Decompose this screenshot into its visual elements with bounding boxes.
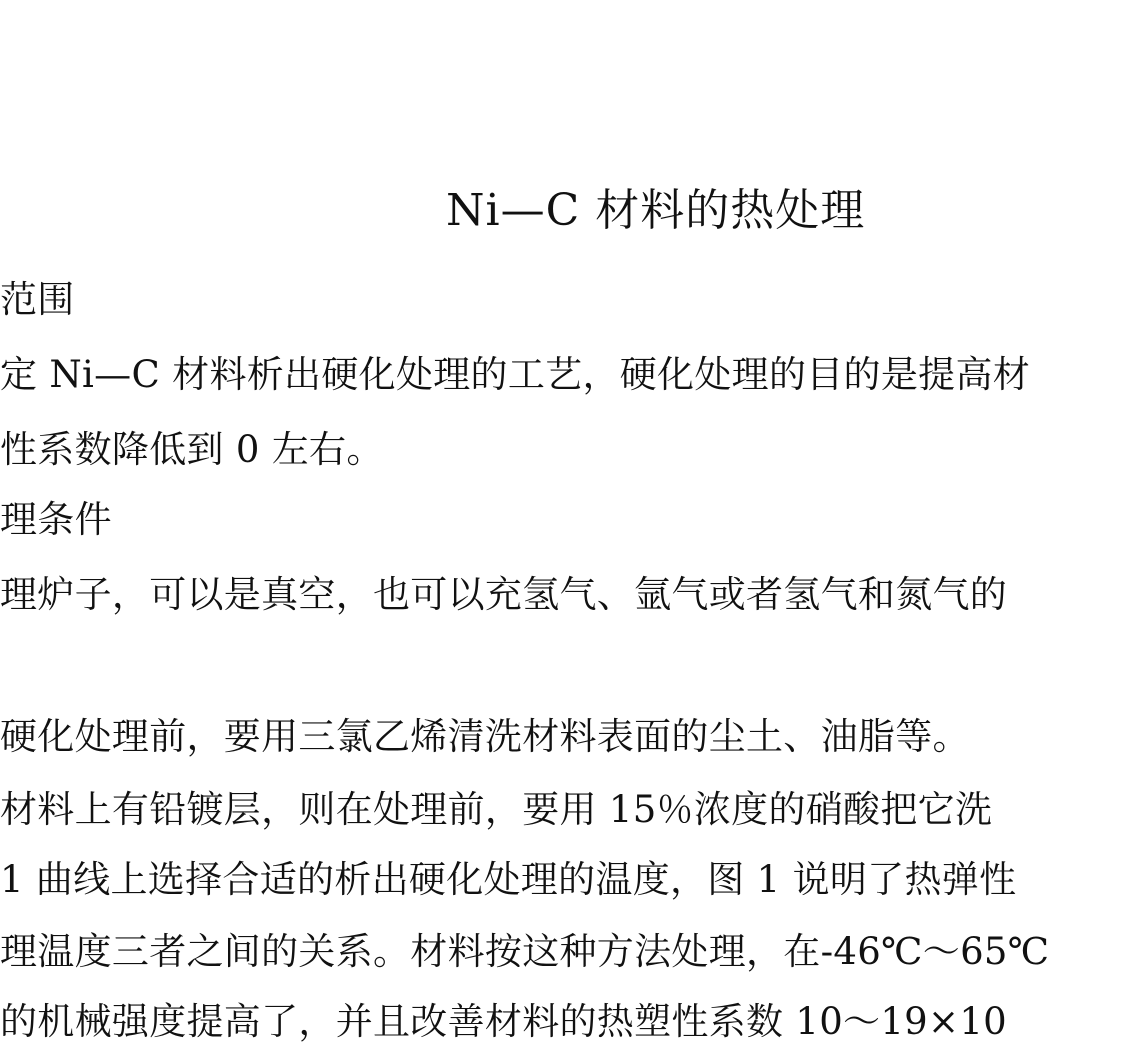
- text-line: 理炉子，可以是真空，也可以充氢气、氩气或者氢气和氮气的: [0, 573, 1008, 616]
- text-line: 定 Ni—C 材料析出硬化处理的工艺，硬化处理的目的是提高材: [0, 353, 1031, 396]
- text-line: 理温度三者之间的关系。材料按这种方法处理，在-46℃～65℃: [0, 930, 1050, 973]
- text-line: 性系数降低到 0 左右。: [0, 428, 384, 471]
- document-title: Ni—C 材料的热处理: [446, 185, 866, 236]
- text-line: 理条件: [0, 498, 112, 541]
- text-line: 范围: [0, 278, 75, 321]
- text-line: 的机械强度提高了，并且改善材料的热塑性系数 10～19×10: [0, 1000, 1008, 1043]
- text-line: 硬化处理前，要用三氯乙烯清洗材料表面的尘土、油脂等。: [0, 715, 970, 758]
- text-line: 材料上有铅镀层，则在处理前，要用 15％浓度的硝酸把它洗: [0, 788, 993, 831]
- text-line: 1 曲线上选择合适的析出硬化处理的温度，图 1 说明了热弹性: [0, 858, 1017, 901]
